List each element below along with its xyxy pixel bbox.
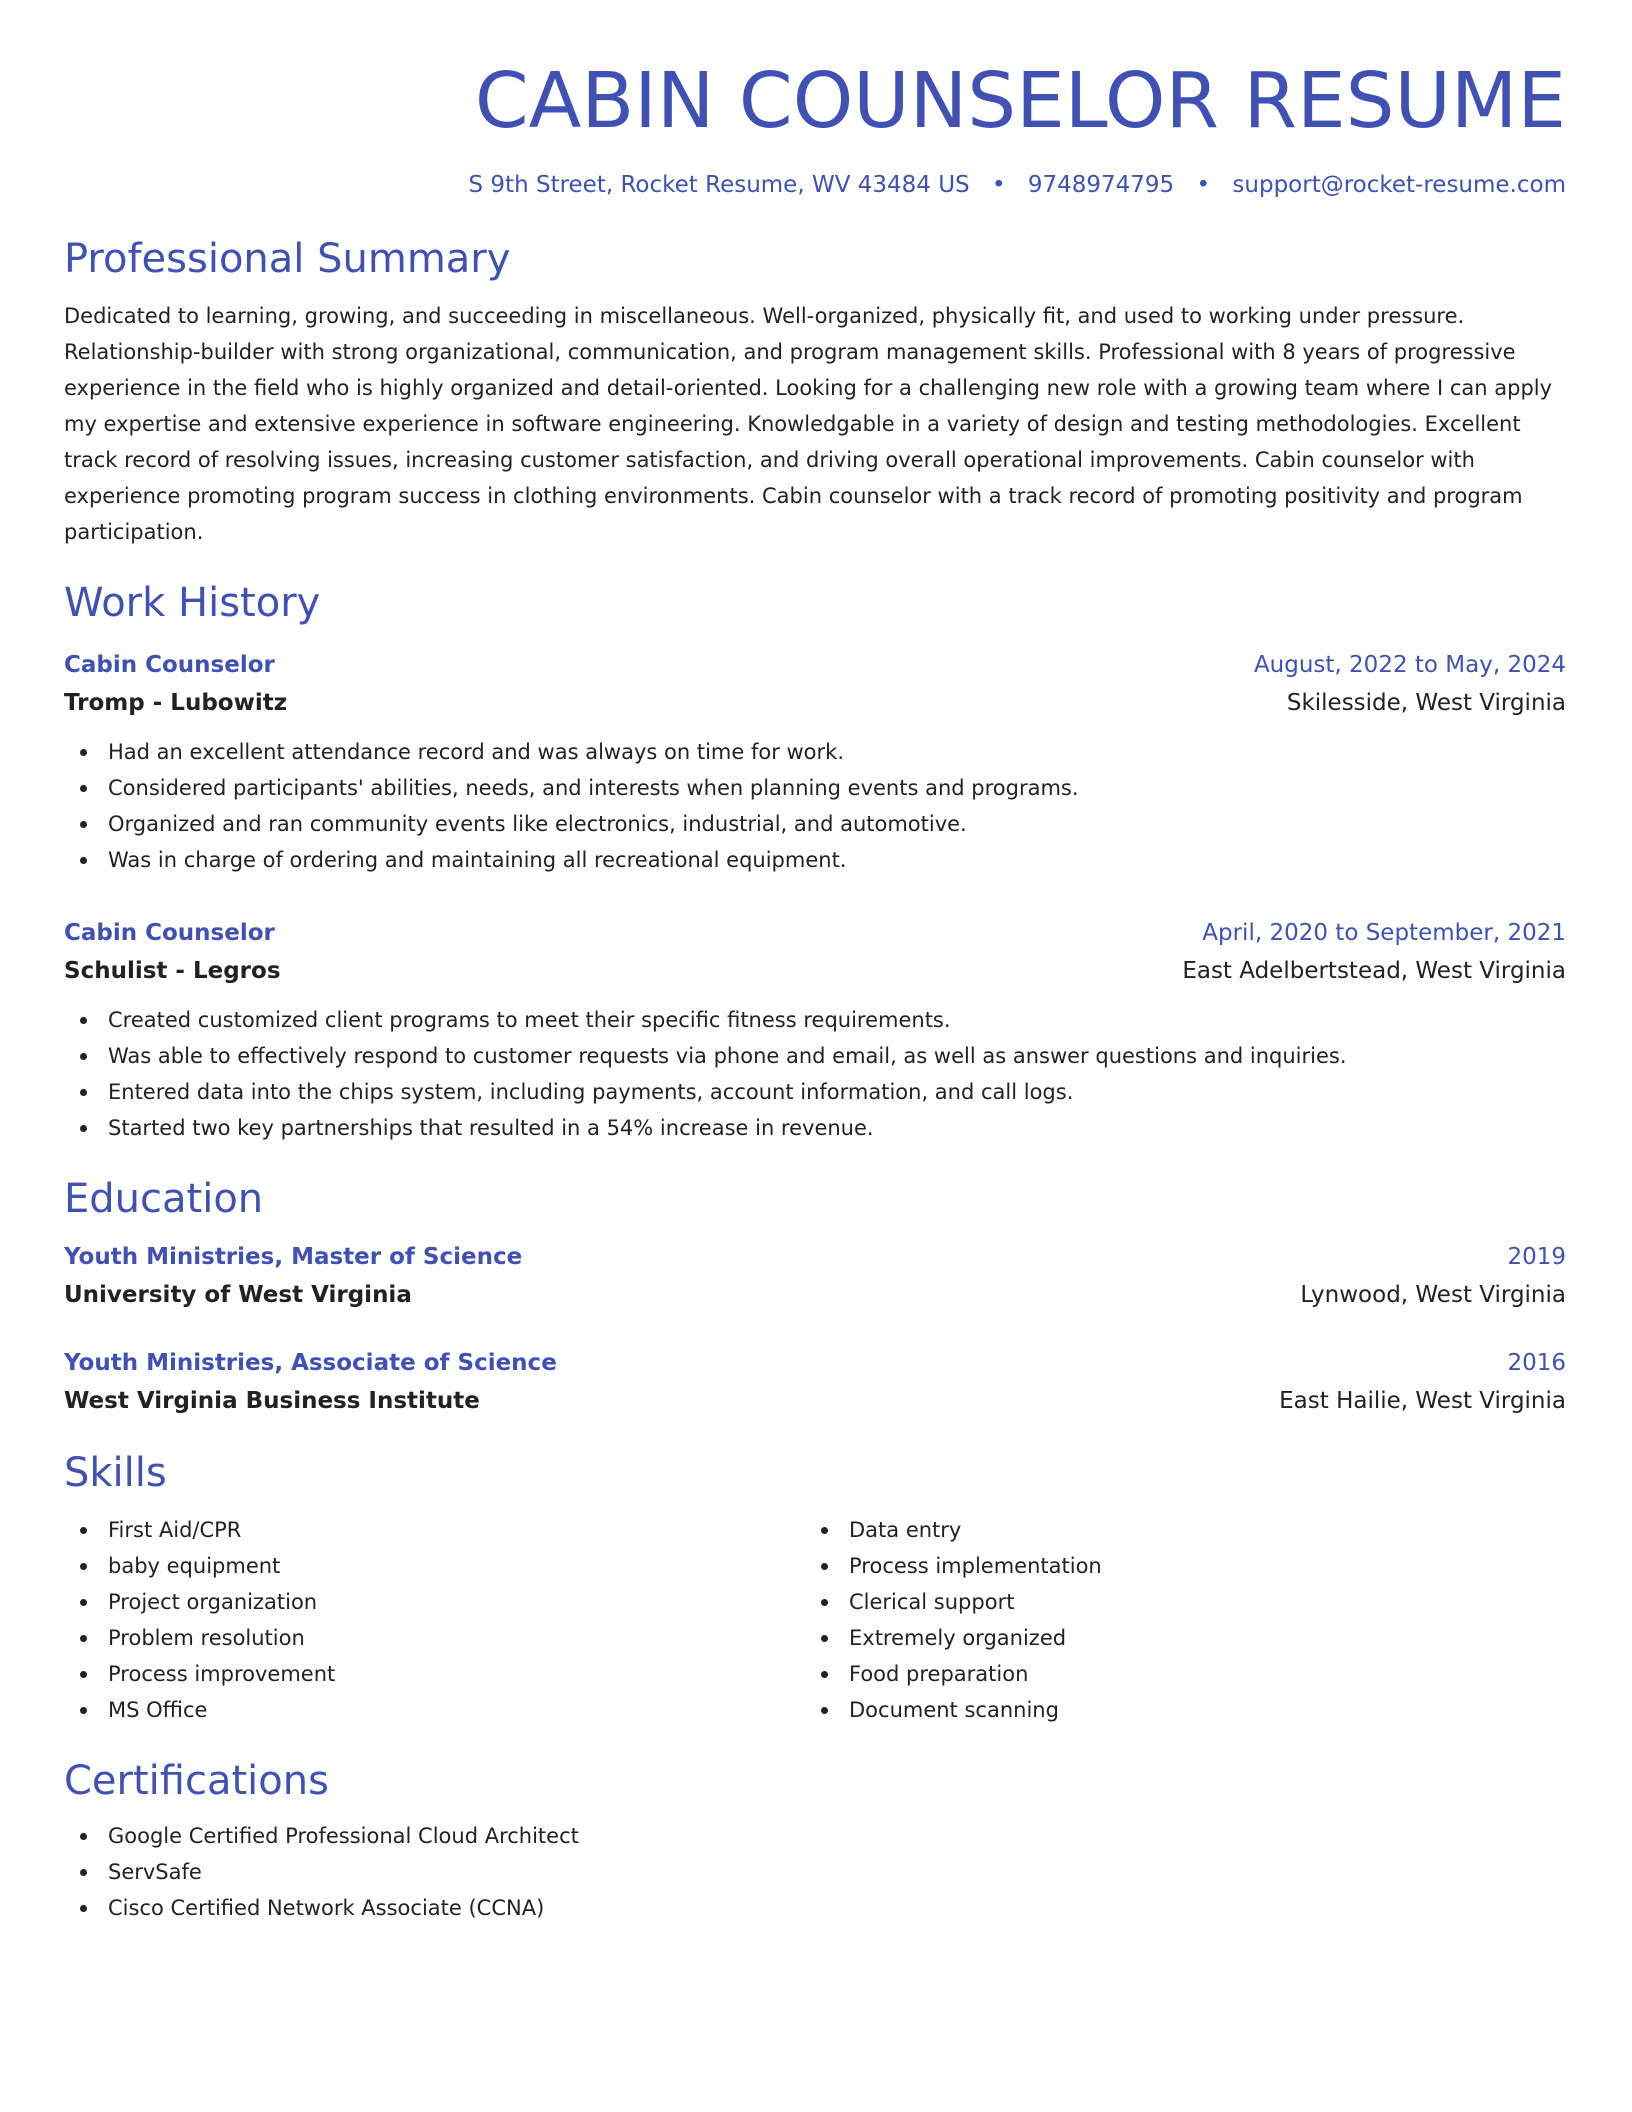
contact-separator: • — [991, 172, 1006, 198]
skill-item: Clerical support — [805, 1584, 1546, 1620]
job-entry — [64, 646, 1566, 878]
job-bullets — [64, 1002, 1566, 1146]
education-entry — [64, 1238, 1566, 1314]
job-bullet: Started two key partnerships that resulted in a 54% increase in revenue. — [64, 1110, 1566, 1146]
job-bullets — [64, 734, 1566, 878]
job-company: Schulist - Legros — [64, 958, 281, 984]
education-school: West Virginia Business Institute — [64, 1388, 480, 1414]
education-location: East Hailie, West Virginia — [1279, 1388, 1566, 1414]
job-role: Cabin Counselor — [64, 920, 275, 946]
skill-item: MS Office — [64, 1692, 805, 1728]
skill-item: Problem resolution — [64, 1620, 805, 1656]
job-location: East Adelbertstead, West Virginia — [1182, 958, 1566, 984]
resume-header — [64, 50, 1566, 200]
section-title-summary: Professional Summary — [64, 236, 511, 282]
job-dates: August, 2022 to May, 2024 — [1253, 652, 1566, 678]
job-role: Cabin Counselor — [64, 652, 275, 678]
summary-text: Dedicated to learning, growing, and succeeding in miscellaneous. Well-organized, physically fit, and used to working under pressure. Relationship-builder with strong organizational, communication, and program management skills. Professional with 8 years of progressive experience in the field who is highly organized and detail-oriented. Looking for a challenging new role with a growing team where I can apply my expertise and extensive experience in software engineering. Knowledgable in a variety of design and testing methodologies. Excellent track record of resolving issues, increasing customer satisfaction, and driving overall operational improvements. Cabin counselor with experience promoting program success in clothing environments. Cabin counselor with a track record of promoting positivity and program participation. — [64, 304, 1553, 544]
skill-item: Project organization — [64, 1584, 805, 1620]
job-location: Skilesside, West Virginia — [1286, 690, 1566, 716]
job-bullet: Was in charge of ordering and maintaining all recreational equipment. — [64, 842, 1566, 878]
section-title-education: Education — [64, 1176, 264, 1222]
education-degree: Youth Ministries, Associate of Science — [64, 1350, 557, 1376]
skill-item: Food preparation — [805, 1656, 1546, 1692]
certification-item: ServSafe — [64, 1854, 1566, 1890]
skills-grid — [64, 1512, 1566, 1728]
section-title-skills: Skills — [64, 1450, 167, 1496]
job-bullet: Entered data into the chips system, including payments, account information, and call logs. — [64, 1074, 1566, 1110]
skill-item: baby equipment — [64, 1548, 805, 1584]
job-dates: April, 2020 to September, 2021 — [1202, 920, 1566, 946]
skill-item: Data entry — [805, 1512, 1546, 1548]
job-bullet: Created customized client programs to meet their specific fitness requirements. — [64, 1002, 1566, 1038]
education-year: 2019 — [1507, 1244, 1566, 1270]
job-company: Tromp - Lubowitz — [64, 690, 288, 716]
section-title-work-history: Work History — [64, 580, 321, 626]
job-bullet: Organized and ran community events like electronics, industrial, and automotive. — [64, 806, 1566, 842]
contact-phone: 9748974795 — [1027, 172, 1175, 198]
education-degree: Youth Ministries, Master of Science — [64, 1244, 523, 1270]
job-bullet: Had an excellent attendance record and was always on time for work. — [64, 734, 1566, 770]
skill-item: Document scanning — [805, 1692, 1546, 1728]
education-school: University of West Virginia — [64, 1282, 412, 1308]
resume-title: CABIN COUNSELOR RESUME — [474, 57, 1566, 146]
education-year: 2016 — [1507, 1350, 1566, 1376]
education-location: Lynwood, West Virginia — [1300, 1282, 1566, 1308]
skill-item: Process implementation — [805, 1548, 1546, 1584]
skills-column-right — [805, 1512, 1546, 1728]
contact-line — [64, 170, 1566, 200]
job-bullet: Was able to effectively respond to customer requests via phone and email, as well as answer questions and inquiries. — [64, 1038, 1566, 1074]
certification-item: Cisco Certified Network Associate (CCNA) — [64, 1890, 1566, 1926]
skill-item: Extremely organized — [805, 1620, 1546, 1656]
certification-list — [64, 1818, 1566, 1926]
education-entry — [64, 1344, 1566, 1420]
section-title-certifications: Certifications — [64, 1758, 329, 1804]
resume-page — [64, 50, 1566, 1926]
job-entry — [64, 914, 1566, 1146]
skill-item: First Aid/CPR — [64, 1512, 805, 1548]
skills-column-left — [64, 1512, 805, 1728]
contact-separator: • — [1196, 172, 1211, 198]
job-bullet: Considered participants' abilities, needs, and interests when planning events and programs. — [64, 770, 1566, 806]
certification-item: Google Certified Professional Cloud Architect — [64, 1818, 1566, 1854]
skill-item: Process improvement — [64, 1656, 805, 1692]
contact-address: S 9th Street, Rocket Resume, WV 43484 US — [468, 172, 970, 198]
contact-email[interactable]: support@rocket-resume.com — [1232, 172, 1566, 198]
